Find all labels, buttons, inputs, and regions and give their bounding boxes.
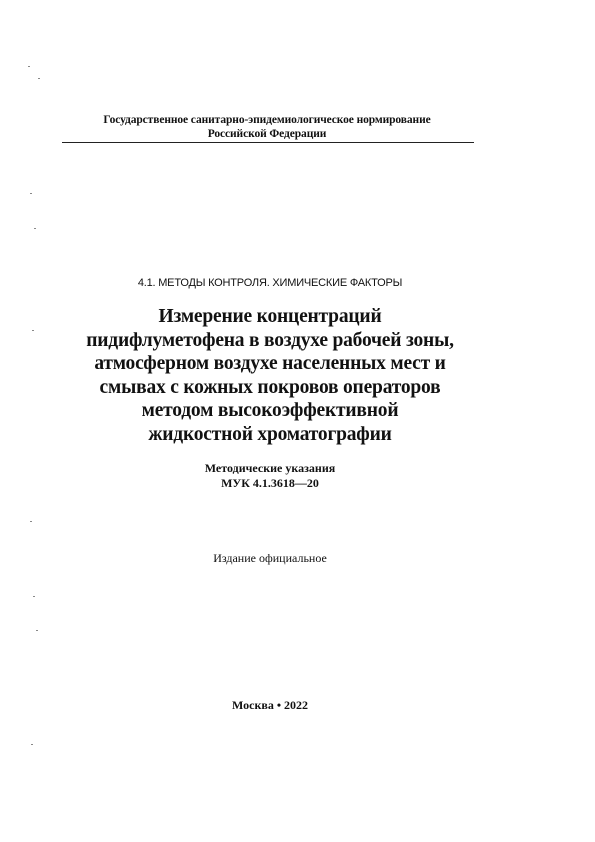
scan-speck bbox=[36, 630, 38, 631]
header-divider bbox=[62, 142, 474, 143]
edition-note: Издание официальное bbox=[213, 551, 327, 565]
title-line: методом высокоэффективной bbox=[141, 400, 399, 421]
title-line: Измерение концентраций bbox=[158, 306, 382, 327]
scan-speck bbox=[28, 66, 30, 67]
title-line: жидкостной хроматографии bbox=[148, 423, 392, 445]
issuer-header-line-1: Государственное санитарно-эпидемиологическое нормирование bbox=[103, 114, 431, 126]
imprint: Москва • 2022 bbox=[231, 698, 309, 712]
issuer-header bbox=[62, 113, 472, 141]
scan-speck bbox=[34, 228, 36, 229]
issuer-header-line-2: Российской Федерации bbox=[207, 128, 327, 140]
scan-speck bbox=[38, 78, 40, 79]
scan-speck bbox=[33, 596, 35, 597]
category-label: 4.1. МЕТОДЫ КОНТРОЛЯ. ХИМИЧЕСКИЕ ФАКТОРЫ bbox=[137, 277, 403, 289]
scan-speck bbox=[30, 521, 32, 522]
title-line: смывах с кожных покровов операторов bbox=[99, 376, 441, 398]
title-line: атмосферном воздухе населенных мест и bbox=[94, 353, 446, 374]
document-code: МУК 4.1.3618—20 bbox=[221, 476, 319, 490]
document-type: Методические указания bbox=[204, 461, 336, 475]
scan-speck bbox=[31, 744, 33, 745]
scan-speck bbox=[30, 193, 32, 194]
document-title bbox=[40, 305, 500, 446]
scan-speck bbox=[32, 330, 34, 331]
title-line: пидифлуметофена в воздухе рабочей зоны, bbox=[86, 329, 454, 351]
